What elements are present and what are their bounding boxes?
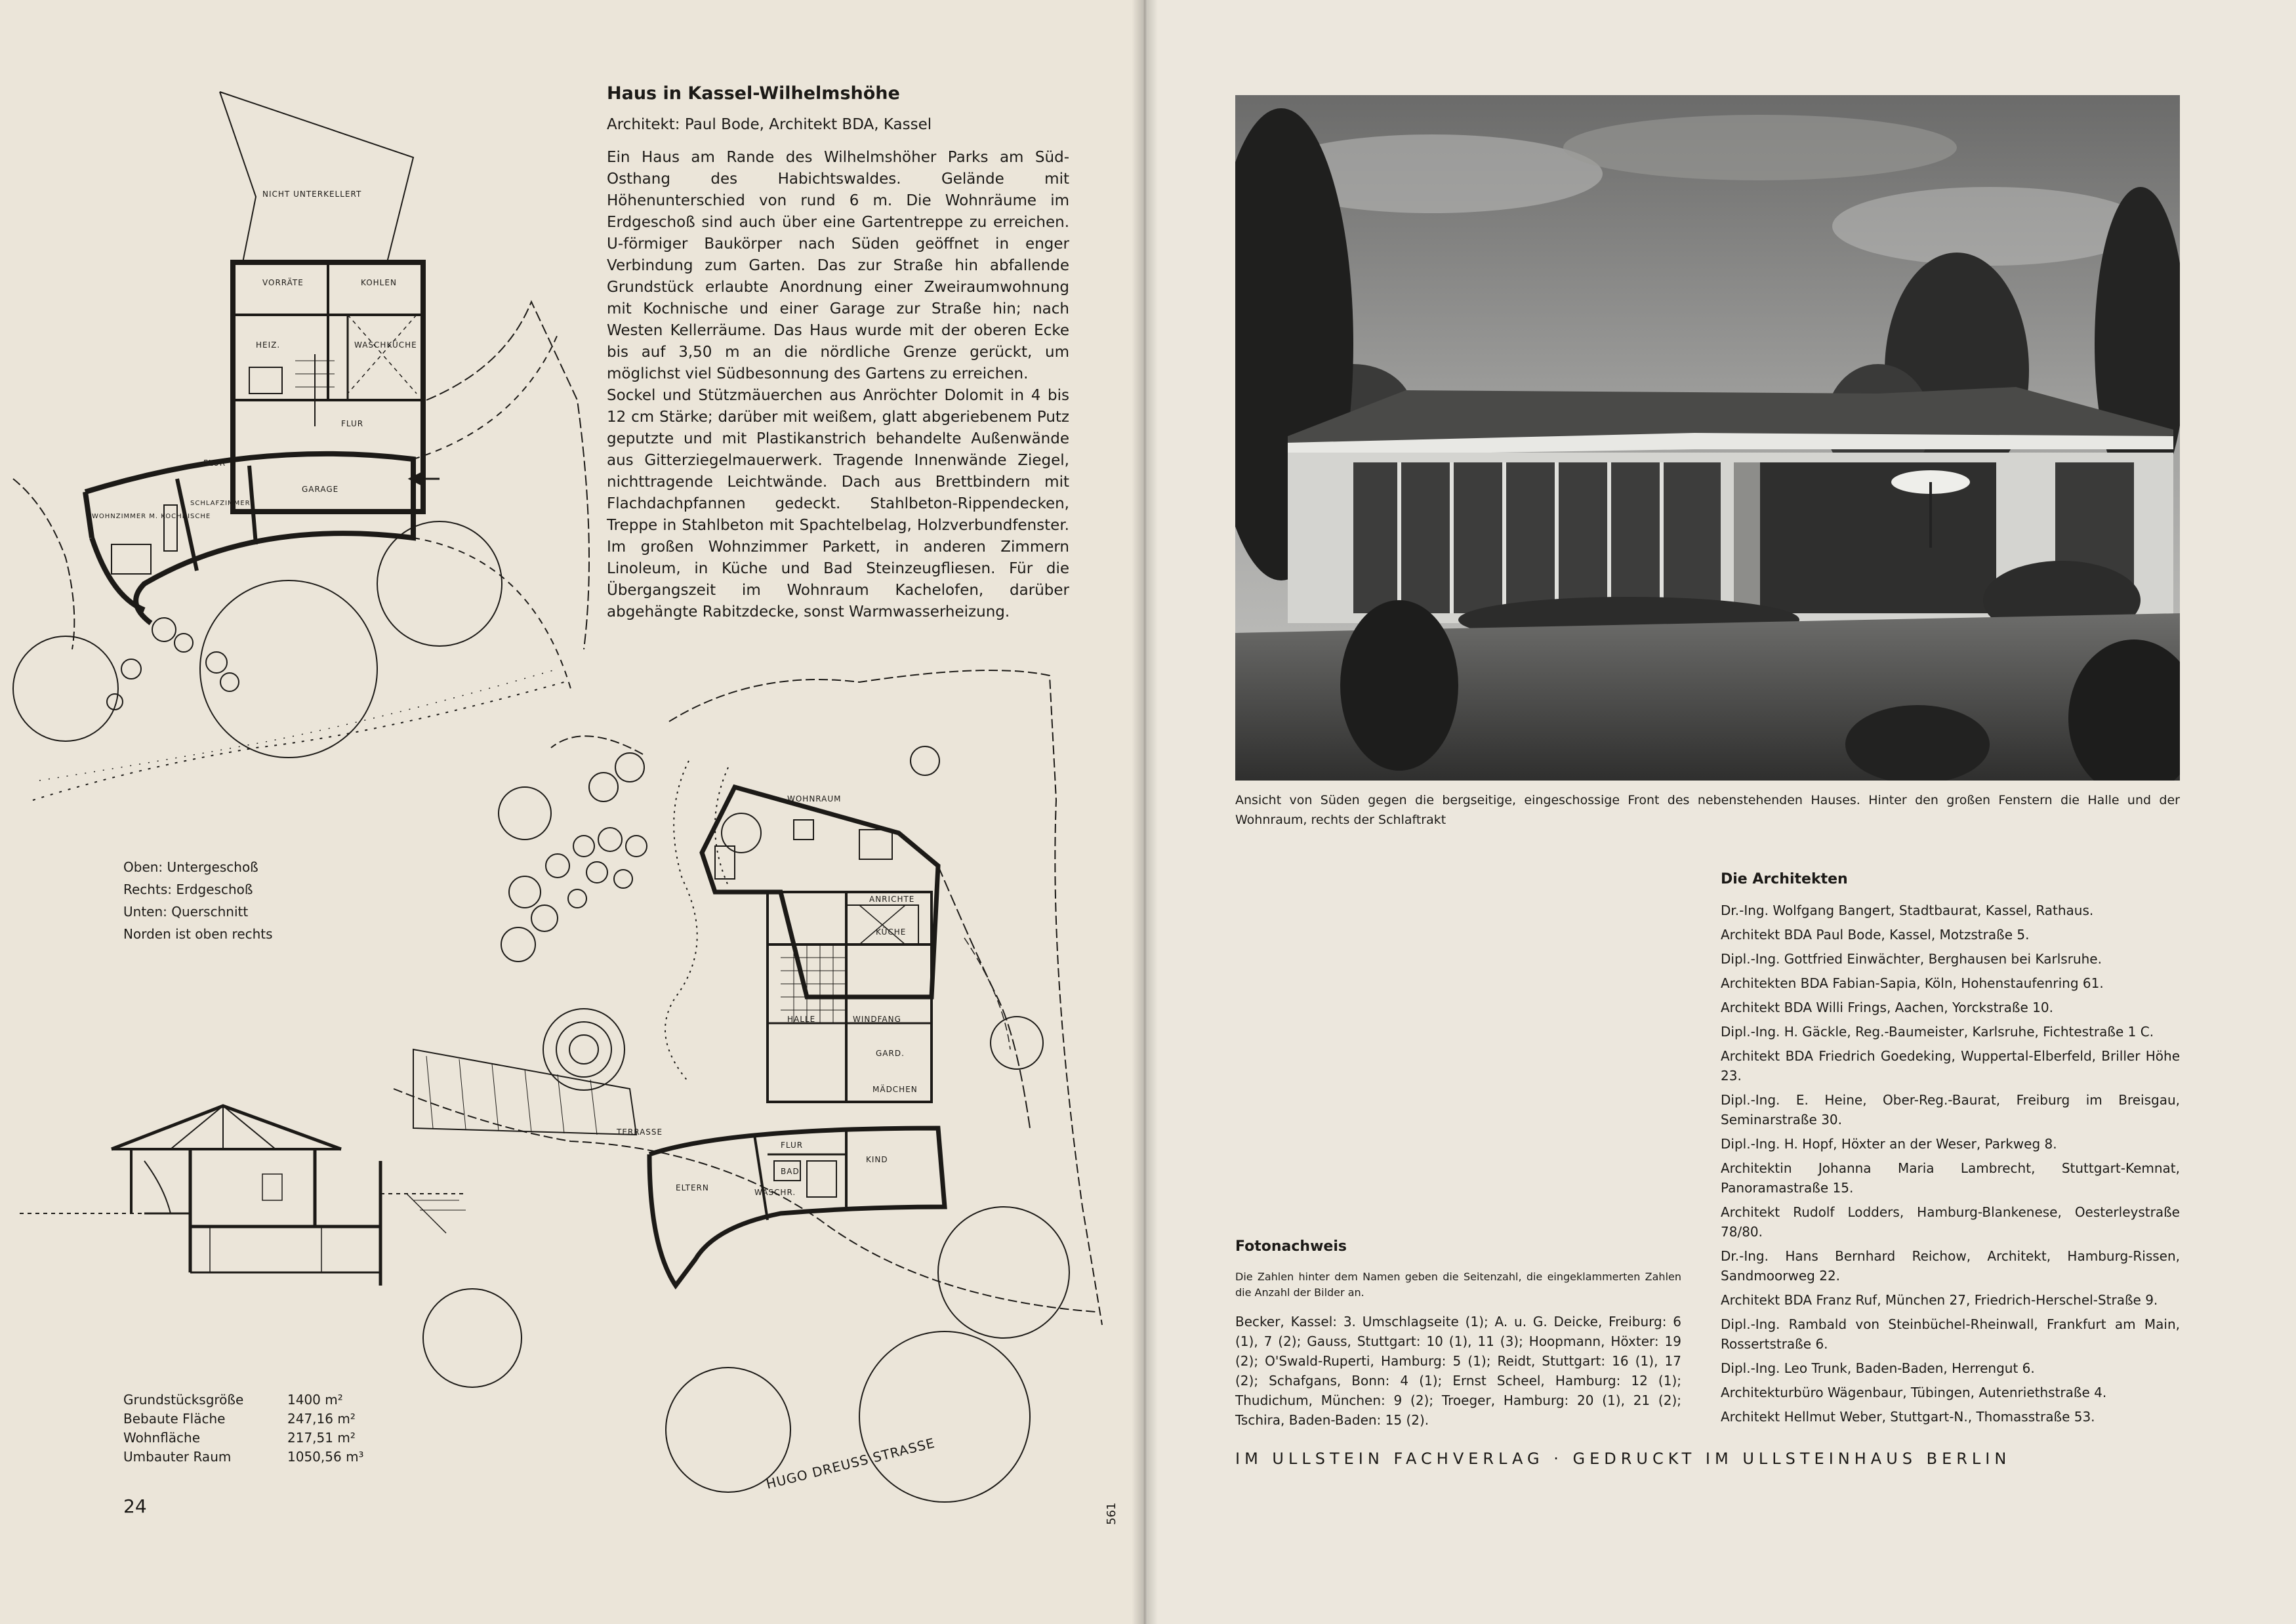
stat-value: 247,16 m² — [287, 1411, 356, 1427]
plan-label-schlafzimmer: SCHLAFZIMMER — [190, 500, 251, 507]
plan-label-madchen: MÄDCHEN — [872, 1085, 918, 1094]
stat-label: Umbauter Raum — [123, 1449, 232, 1465]
plan-label-street: HUGO DREUSS STRASSE — [764, 1434, 937, 1492]
architect-entry: Architekturbüro Wägenbaur, Tübingen, Autenriethstraße 4. — [1721, 1385, 2107, 1400]
side-number: 561 — [1105, 1502, 1118, 1525]
stat-label: Bebaute Fläche — [123, 1411, 226, 1427]
stat-value: 1400 m² — [287, 1392, 343, 1408]
architect-entry: Architekt BDA Paul Bode, Kassel, Motzstraße 5. — [1721, 927, 2030, 943]
plan-label-flur-ug: FLUR — [341, 419, 364, 428]
legend-line-1: Oben: Untergeschoß — [123, 859, 258, 875]
building-stats — [123, 1391, 399, 1467]
article-body-paragraph-1: Ein Haus am Rande des Wilhelmshöher Parks am Süd-Osthang des Habichtswaldes. Gelände mit Höhenunterschied von rund 6 m. Die Wohnräume im Erdgeschoß sind auch über eine Gartentreppe zu erreichen. U-förmiger Baukörper nach Süden geöffnet in enger Verbindung zum Garten. Das zur Straße hin abfallende Grundstück erlaubte Anordnung einer Zweiraumwohnung mit Kochnische und einer Garage zur Straße hin; nach Westen Kellerräume. Das Haus wurde mit der oberen Ecke bis auf 3,50 m an die nördliche Grenze gerückt, um möglichst viel Südbesonnung des Gartens zu erreichen. — [607, 149, 1069, 382]
plan-label-anrichte: ANRICHTE — [869, 895, 915, 904]
architect-entry: Dr.-Ing. Wolfgang Bangert, Stadtbaurat, Kassel, Rathaus. — [1721, 903, 2094, 918]
legend-line-2: Rechts: Erdgeschoß — [123, 882, 253, 897]
article-architect: Architekt: Paul Bode, Architekt BDA, Kassel — [607, 116, 932, 133]
stat-row — [123, 1448, 399, 1467]
photo-credits-heading: Fotonachweis — [1235, 1238, 1347, 1255]
architect-entry: Architekt BDA Willi Frings, Aachen, Yorckstraße 10. — [1721, 1000, 2053, 1015]
stat-value: 1050,56 m³ — [287, 1449, 364, 1465]
article-body-paragraph-2: Sockel und Stützmäuerchen aus Anröchter Dolomit in 4 bis 12 cm Stärke; darüber mit weißem, glatt abgeriebenem Putz geputzte und mit Plastikanstrich behandelte Außenwände aus Gitterziegelmauerwerk. Tragende Innenwände Ziegel, nichttragende Leichtwände. Dach aus Brettbindern mit Flachdachpfannen gedeckt. Stahlbeton-Rippendecken, Treppe in Stahlbeton mit Spachtelbelag, Holzverbundfenster. Im großen Wohnzimmer Parkett, in anderen Zimmern Linoleum, in Küche und Bad Steinzeugfliesen. Für die Übergangszeit im Wohnraum Kachelofen, darüber abgehängte Rabitzdecke, sonst Warmwasserheizung. — [607, 387, 1069, 620]
plan-label-heiz: HEIZ. — [256, 340, 281, 350]
drawing-legend — [123, 856, 273, 945]
architect-entry: Architektin Johanna Maria Lambrecht, Stuttgart-Kemnat, Panoramastraße 15. — [1721, 1160, 2180, 1196]
left-page — [0, 0, 1145, 1624]
legend-line-4: Norden ist oben rechts — [123, 926, 273, 942]
architect-entry: Architekten BDA Fabian-Sapia, Köln, Hohenstaufenring 61. — [1721, 975, 2104, 991]
publisher-footer: IM ULLSTEIN FACHVERLAG · GEDRUCKT IM ULLSTEINHAUS BERLIN — [1235, 1450, 2011, 1468]
plan-label-flur-ug2: FLUR — [203, 458, 226, 468]
page-number: 24 — [123, 1495, 147, 1517]
plan-label-flur-eg: FLUR — [781, 1141, 804, 1150]
stat-label: Wohnfläche — [123, 1430, 201, 1446]
plan-label-eltern: ELTERN — [676, 1183, 709, 1192]
architect-entry: Dipl.-Ing. Rambald von Steinbüchel-Rheinwall, Frankfurt am Main, Rossertstraße 6. — [1721, 1316, 2180, 1352]
architect-entry: Dipl.-Ing. Gottfried Einwächter, Berghausen bei Karlsruhe. — [1721, 951, 2102, 967]
stat-value: 217,51 m² — [287, 1430, 356, 1446]
plan-label-kohlen: KOHLEN — [361, 278, 397, 287]
book-gutter — [1132, 0, 1158, 1624]
plan-label-terrasse: TERRASSE — [617, 1127, 663, 1137]
stat-row — [123, 1391, 399, 1410]
plan-label-bad: BAD — [781, 1167, 800, 1176]
architect-entry: Dr.-Ing. Hans Bernhard Reichow, Architekt, Hamburg-Rissen, Sandmoorweg 22. — [1721, 1248, 2180, 1284]
architect-entry: Architekt Rudolf Lodders, Hamburg-Blankenese, Oesterleystraße 78/80. — [1721, 1204, 2180, 1240]
article-title: Haus in Kassel-Wilhelmshöhe — [607, 83, 900, 104]
plan-label-garage: GARAGE — [302, 485, 339, 494]
plan-label-kuche: KÜCHE — [876, 927, 907, 937]
plan-label-windfang: WINDFANG — [853, 1015, 901, 1024]
house-photograph — [1235, 95, 2180, 781]
legend-line-3: Unten: Querschnitt — [123, 904, 249, 920]
plan-label-wohnzimmer-kochnische: WOHNZIMMER M. KOCHNISCHE — [92, 513, 211, 520]
architect-entry: Dipl.-Ing. H. Hopf, Höxter an der Weser, Parkweg 8. — [1721, 1136, 2057, 1152]
architects-list — [1721, 901, 2180, 1431]
plan-label-waschzimmer: WASCHR. — [754, 1188, 796, 1197]
stat-label: Grundstücksgröße — [123, 1392, 244, 1408]
architect-entry: Dipl.-Ing. E. Heine, Ober-Reg.-Baurat, Freiburg im Breisgau, Seminarstraße 30. — [1721, 1092, 2180, 1127]
plan-label-vorrate: VORRÄTE — [262, 278, 304, 287]
article-body — [607, 147, 1069, 623]
stat-row — [123, 1429, 399, 1448]
architect-entry: Architekt Hellmut Weber, Stuttgart-N., Thomasstraße 53. — [1721, 1409, 2095, 1425]
photo-credits-note: Die Zahlen hinter dem Namen geben die Seitenzahl, die eingeklammerten Zahlen die Anzahl der Bilder an. — [1235, 1270, 1681, 1299]
architect-entry: Dipl.-Ing. H. Gäckle, Reg.-Baumeister, Karlsruhe, Fichtestraße 1 C. — [1721, 1024, 2154, 1040]
plan-label-wohnraum: WOHNRAUM — [787, 794, 842, 803]
plan-label-kind: KIND — [866, 1155, 888, 1164]
photo-caption: Ansicht von Süden gegen die bergseitige, eingeschossige Front des nebenstehenden Hauses. Hinter den großen Fenstern die Halle und der Wohnraum, rechts der Schlaftrakt — [1235, 793, 2180, 827]
right-page — [1145, 0, 2296, 1624]
architect-entry: Architekt BDA Franz Ruf, München 27, Friedrich-Herschel-Straße 9. — [1721, 1292, 2158, 1308]
architect-entry: Architekt BDA Friedrich Goedeking, Wuppertal-Elberfeld, Briller Höhe 23. — [1721, 1048, 2180, 1084]
ground-floor-plan-drawing — [387, 630, 1109, 1509]
architects-heading: Die Architekten — [1721, 871, 1848, 887]
plan-label-waschkuche: WASCHKÜCHE — [354, 340, 417, 350]
cross-section-drawing — [13, 1095, 472, 1292]
stat-row — [123, 1410, 399, 1429]
photo-credits-list: Becker, Kassel: 3. Umschlagseite (1); A. u. G. Deicke, Freiburg: 6 (1), 7 (2); Gauss, Stuttgart: 10 (1), 11 (3); Hoopmann, Höxter: 19 (2); O'Swald-Ruperti, Hamburg: 5 (1); Reidt, Stuttgart: 16 (1), 17 (2); Schafgans, Bonn: 4 (1); Ernst Scheel, Hamburg: 12 (1); Thudichum, München: 9 (2); Troeger, Hamburg: 20 (1), 21 (2); Tschira, Baden-Baden: 15 (2). — [1235, 1314, 1681, 1428]
plan-label-nicht-unterkellert: NICHT UNTERKELLERT — [262, 190, 362, 199]
architect-entry: Dipl.-Ing. Leo Trunk, Baden-Baden, Herrengut 6. — [1721, 1360, 2035, 1376]
plan-label-halle: HALLE — [787, 1015, 816, 1024]
plan-label-garderobe: GARD. — [876, 1049, 905, 1058]
